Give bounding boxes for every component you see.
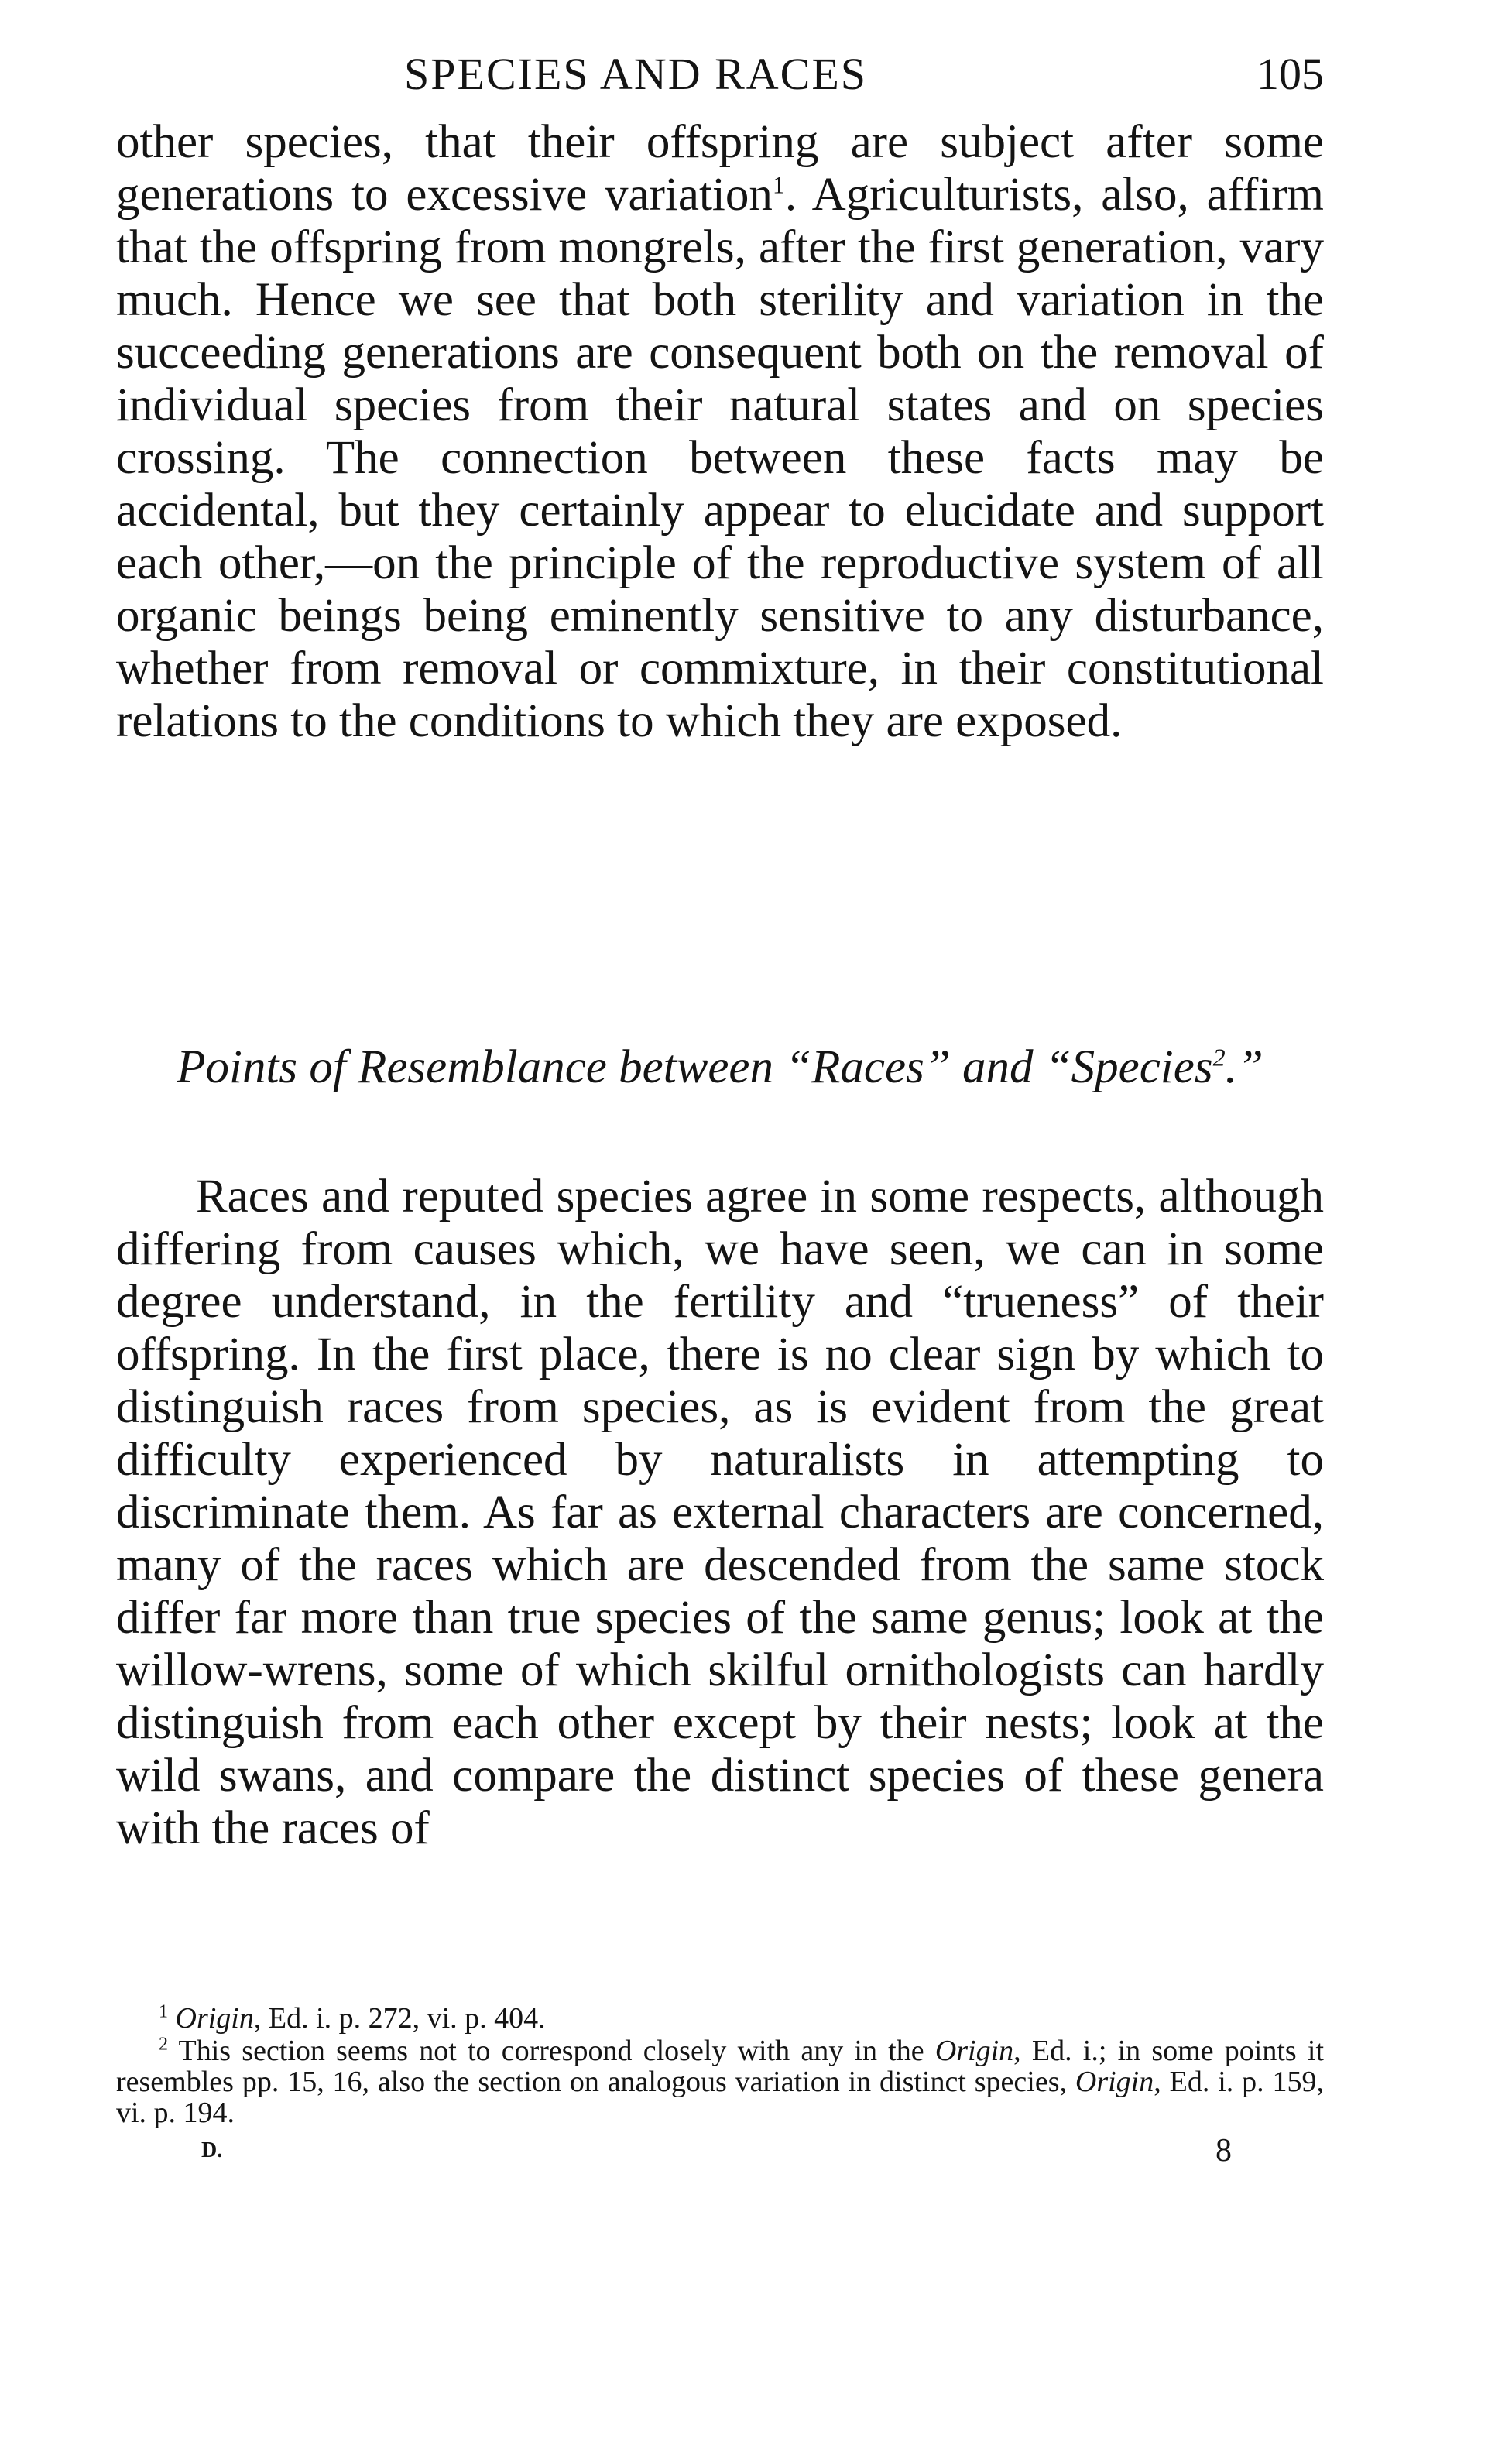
page-number: 105 xyxy=(1257,49,1324,99)
footnote-1 xyxy=(116,2003,1324,2034)
signature-line xyxy=(116,2133,1324,2177)
paragraph-2: Races and reputed species agree in some respects, although differing from causes which, we have seen, we can in some degree understand, in the fertility and “trueness” of their offspring. In the first place, there is no clear sign by which to distinguish races from species, as is evident from the great difficulty experienced by naturalists in attempting to discriminate them. As far as external characters are concerned, many of the races which are descended from the same stock differ far more than true species of the same genus; look at the willow-wrens, some of which skilful ornithologists can hardly distinguish from each other except by their nests; look at the wild swans, and compare the distinct species of these genera with the races of xyxy=(116,1171,1324,1854)
sheet-number: 8 xyxy=(1215,2133,1232,2169)
running-title: SPECIES AND RACES xyxy=(404,49,868,99)
footnote-ref-2: 2 xyxy=(1212,1043,1226,1071)
running-head xyxy=(116,48,1324,118)
section-heading-text-a: Points of Resemblance between “Races” and “Species xyxy=(177,1041,1213,1093)
footnote-2-title-b: Origin xyxy=(1075,2066,1154,2098)
footnote-1-text: , Ed. i. p. 272, vi. p. 404. xyxy=(253,2002,546,2035)
section-heading-text-b: .” xyxy=(1225,1041,1263,1093)
footnote-1-marker: 1 xyxy=(159,2001,168,2022)
footnote-2-title-a: Origin xyxy=(934,2035,1014,2067)
footnotes xyxy=(116,2003,1324,2130)
paragraph-1-text-a: other species, that their offspring are subject after some generations to excessive variation xyxy=(116,116,1324,221)
footnote-2-text-a: This section seems not to correspond closely with any in the xyxy=(178,2035,935,2067)
section-heading xyxy=(116,1043,1324,1092)
paragraph-1-text-b: . Agriculturists, also, affirm that the offspring from mongrels, after the first generation, vary much. Hence we see that both sterility and variation in the succeeding generations are consequent both on the removal of individual species from their natural states and on species crossing. The connection between these facts may be accidental, but they certainly appear to elucidate and support each other,—on the principle of the reproductive system of all organic beings being eminently sensitive to any disturbance, whether from removal or commixture, in their constitutional relations to the conditions to which they are exposed. xyxy=(116,169,1324,747)
signature-mark: D. xyxy=(201,2138,223,2162)
footnote-2-text-b: , Ed. i.; in some points it resembles pp. 15, 16, also the section on analogous variation in distinct species, xyxy=(116,2035,1325,2098)
footnote-2-text-c: , Ed. i. p. 159, vi. p. 194. xyxy=(116,2066,1324,2129)
footnote-2 xyxy=(116,2035,1324,2128)
book-page xyxy=(116,48,1325,2169)
footnote-ref-1: 1 xyxy=(772,170,785,199)
footnote-2-marker: 2 xyxy=(159,2034,168,2055)
footnote-1-title: Origin xyxy=(175,2002,254,2035)
paragraph-1 xyxy=(116,116,1324,748)
